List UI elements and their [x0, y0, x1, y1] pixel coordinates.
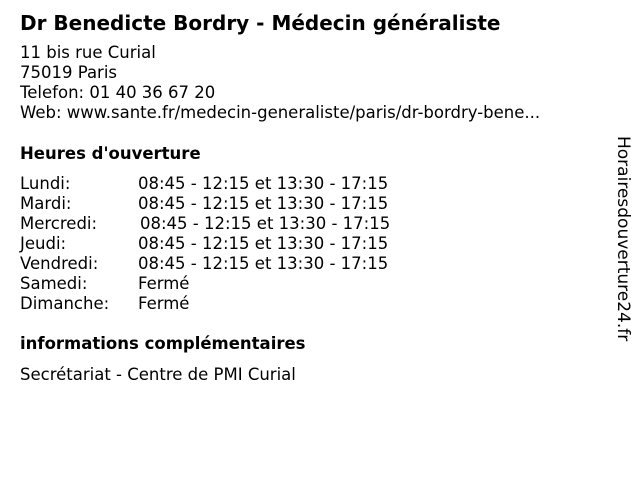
- hours-row-friday: [20, 254, 440, 274]
- day-label: Dimanche:: [20, 294, 110, 313]
- hours-value: 08:45 - 12:15 et 13:30 - 17:15: [138, 234, 389, 253]
- hours-value: 08:45 - 12:15 et 13:30 - 17:15: [138, 254, 389, 273]
- website-link[interactable]: Web: www.sante.fr/medecin-generaliste/paris/dr-bordry-bene...: [20, 103, 541, 122]
- opening-hours-table: [20, 174, 440, 314]
- address-block: [20, 43, 540, 123]
- hours-row-wednesday: [20, 214, 440, 234]
- day-label: Samedi:: [20, 274, 88, 293]
- hours-value: Fermé: [138, 294, 190, 313]
- hours-value: 08:45 - 12:15 et 13:30 - 17:15: [140, 214, 391, 233]
- day-label: Mercredi:: [20, 214, 98, 233]
- additional-info-text: Secrétariat - Centre de PMI Curial: [20, 365, 296, 384]
- page-title: Dr Benedicte Bordry - Médecin généraliste: [20, 11, 501, 35]
- hours-row-monday: [20, 174, 440, 194]
- opening-hours-heading: Heures d'ouverture: [20, 144, 201, 163]
- site-watermark: Horairesdouverture24.fr: [613, 136, 633, 342]
- phone-number: Telefon: 01 40 36 67 20: [20, 83, 216, 102]
- day-label: Lundi:: [20, 174, 71, 193]
- hours-row-thursday: [20, 234, 440, 254]
- day-label: Mardi:: [20, 194, 72, 213]
- day-label: Jeudi:: [20, 234, 67, 253]
- hours-row-sunday: [20, 294, 440, 314]
- hours-row-saturday: [20, 274, 440, 294]
- additional-info-heading: informations complémentaires: [20, 334, 306, 353]
- street-address: 11 bis rue Curial: [20, 43, 156, 62]
- hours-value: Fermé: [138, 274, 190, 293]
- city-postcode: 75019 Paris: [20, 63, 118, 82]
- hours-value: 08:45 - 12:15 et 13:30 - 17:15: [138, 174, 389, 193]
- hours-row-tuesday: [20, 194, 440, 214]
- hours-value: 08:45 - 12:15 et 13:30 - 17:15: [138, 194, 389, 213]
- day-label: Vendredi:: [20, 254, 99, 273]
